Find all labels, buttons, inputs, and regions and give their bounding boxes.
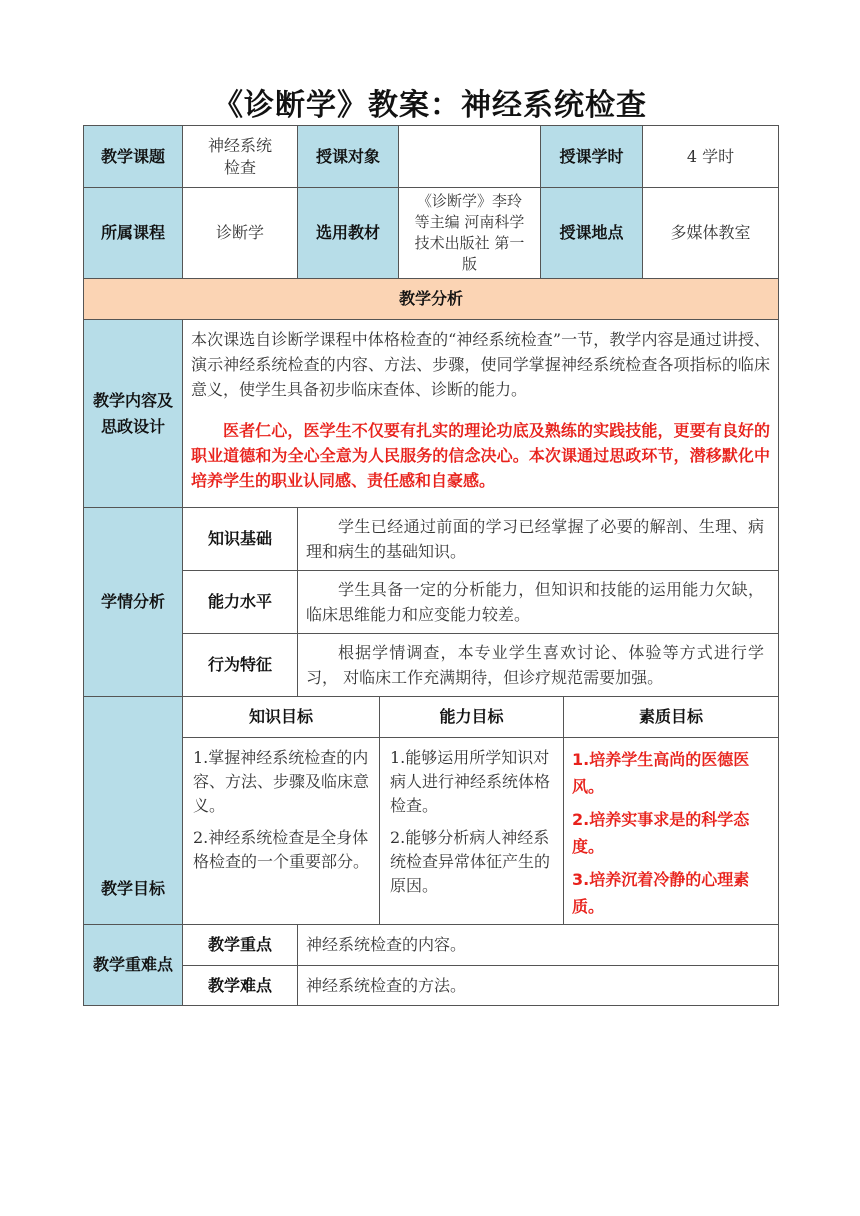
course-topic-label: 教学课题 xyxy=(83,125,183,188)
knowledge-base-paragraph: 学生已经通过前面的学习已经掌握了必要的解剖、生理、病理和病生的基础知识。 xyxy=(306,517,764,561)
ability-level-text xyxy=(297,570,779,634)
difficulty-label: 教学难点 xyxy=(182,965,298,1006)
ability-goal-item: 2.能够分析病人神经系统检查异常体征产生的原因。 xyxy=(390,828,551,895)
course-topic-value xyxy=(182,125,298,188)
behavior-label: 行为特征 xyxy=(182,633,298,697)
location-value: 多媒体教室 xyxy=(642,187,779,279)
textbook-text: 《诊断学》李玲 等主编 河南科学技术出版社 第一版 xyxy=(414,192,525,273)
behavior-paragraph: 根据学情调查，本专业学生喜欢讨论、体验等方式进行学习， 对临床工作充满期待，但诊疗规范需要加强。 xyxy=(306,643,764,687)
quality-goal-header: 素质目标 xyxy=(563,696,779,738)
content-body xyxy=(182,319,779,508)
textbook-label: 选用教材 xyxy=(297,187,399,279)
quality-goal-item: 3.培养沉着冷静的心理素质。 xyxy=(572,870,750,916)
page-title: 《诊断学》教案：神经系统检查 xyxy=(213,88,647,123)
knowledge-goal-item: 2.神经系统检查是全身体格检查的一个重要部分。 xyxy=(193,828,370,871)
ability-goal-item: 1.能够运用所学知识对病人进行神经系统体格检查。 xyxy=(390,748,551,815)
textbook-value xyxy=(398,187,541,279)
ability-level-paragraph: 学生具备一定的分析能力，但知识和技能的运用能力欠缺，临床思维能力和应变能力较差。 xyxy=(306,580,764,624)
quality-goal-list xyxy=(563,737,779,925)
quality-goal-item: 1.培养学生高尚的医德医风。 xyxy=(572,750,750,796)
content-label xyxy=(83,319,183,508)
ability-level-label: 能力水平 xyxy=(182,570,298,634)
ability-goal-list xyxy=(379,737,564,925)
knowledge-base-label: 知识基础 xyxy=(182,507,298,571)
learners-label: 学情分析 xyxy=(83,507,183,697)
analysis-section-title: 教学分析 xyxy=(83,278,779,320)
focus-text: 神经系统检查的内容。 xyxy=(297,924,779,966)
knowledge-goal-item: 1.掌握神经系统检查的内容、方法、步骤及临床意义。 xyxy=(193,748,370,815)
content-label-text: 教学内容及思政设计 xyxy=(92,390,173,436)
hours-label: 授课学时 xyxy=(540,125,643,188)
knowledge-goal-header: 知识目标 xyxy=(182,696,380,738)
ability-goal-header: 能力目标 xyxy=(379,696,564,738)
focus-label: 教学重点 xyxy=(182,924,298,966)
audience-label: 授课对象 xyxy=(297,125,399,188)
quality-goal-item: 2.培养实事求是的科学态度。 xyxy=(572,810,750,856)
knowledge-goal-list xyxy=(182,737,380,925)
content-description: 本次课选自诊断学课程中体格检查的“神经系统检查”一节，教学内容是通过讲授、演示神经系统检查的内容、方法、步骤，使同学掌握神经系统检查各项指标的临床意义，使学生具备初步临床查体、诊断的能力。 xyxy=(191,330,770,399)
behavior-text xyxy=(297,633,779,697)
goals-label-text: 教学目标 xyxy=(100,879,165,898)
course-topic-text: 神经系统检查 xyxy=(207,135,272,177)
difficulty-text: 神经系统检查的方法。 xyxy=(297,965,779,1006)
keypoints-label: 教学重难点 xyxy=(83,924,183,1006)
knowledge-base-text xyxy=(297,507,779,571)
ideology-statement: 医者仁心，医学生不仅要有扎实的理论功底及熟练的实践技能，更要有良好的职业道德和为全心全意为人民服务的信念决心。本次课通过思政环节，潜移默化中培养学生的职业认同感、责任感和自豪感。 xyxy=(191,421,770,490)
audience-value xyxy=(398,125,541,188)
hours-value: 4 学时 xyxy=(642,125,779,188)
course-value: 诊断学 xyxy=(182,187,298,279)
goals-label xyxy=(83,696,183,925)
location-label: 授课地点 xyxy=(540,187,643,279)
course-label: 所属课程 xyxy=(83,187,183,279)
